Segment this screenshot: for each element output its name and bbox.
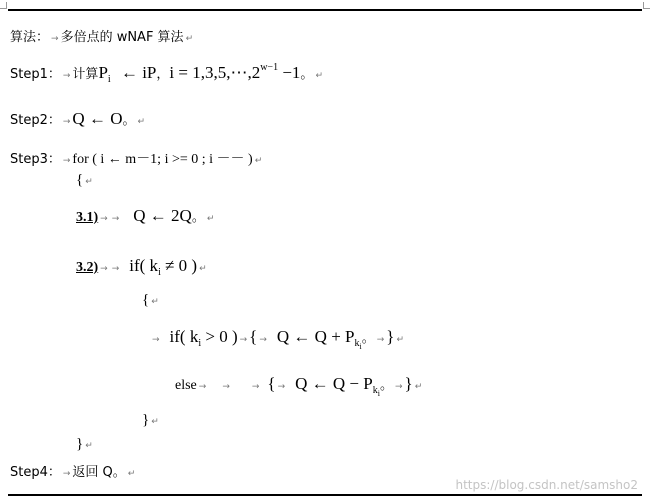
tab-arrow-mark: → bbox=[222, 382, 230, 392]
step4-label: Step4： bbox=[10, 465, 61, 480]
tab-arrow-mark: → bbox=[111, 264, 120, 274]
tab-arrow-mark: → bbox=[251, 382, 260, 392]
step1-range: $i = 1,3,5,\cdots,2^{w-1} -1$ bbox=[169, 62, 301, 82]
else-rbrace: } bbox=[404, 374, 413, 393]
watermark: https://blog.csdn.net/samsho2 bbox=[455, 478, 638, 492]
paragraph-mark: ↵ bbox=[315, 71, 323, 81]
paragraph-mark: ↵ bbox=[206, 214, 215, 224]
tab-arrow-mark: → bbox=[62, 71, 71, 81]
tab-arrow-mark: → bbox=[394, 382, 403, 392]
corner-mark-right bbox=[643, 2, 650, 9]
top-rule bbox=[8, 9, 642, 11]
tab-arrow-mark: → bbox=[100, 214, 108, 224]
step3-line bbox=[10, 148, 264, 168]
if-positive-rbrace: } bbox=[386, 327, 395, 346]
step2-label: Step2： bbox=[10, 113, 61, 128]
tab-arrow-mark: → bbox=[62, 156, 71, 166]
if-positive-end: 。 bbox=[361, 331, 375, 346]
title-content: 多倍点的 wNAF 算法 bbox=[60, 30, 184, 45]
paragraph-mark: ↵ bbox=[254, 156, 263, 166]
paragraph-mark: ↵ bbox=[396, 335, 405, 345]
tab-arrow-mark: → bbox=[152, 335, 160, 345]
step1-math: $P_i$ ← iP bbox=[98, 63, 157, 85]
tab-arrow-mark: → bbox=[239, 335, 248, 345]
step1-comma: ， bbox=[156, 67, 170, 82]
step2-expr: Q ← O bbox=[72, 109, 123, 128]
algorithm-title bbox=[10, 26, 195, 45]
bottom-rule bbox=[8, 494, 642, 496]
tab-arrow-mark: → bbox=[100, 264, 108, 274]
paragraph-mark: ↵ bbox=[137, 117, 146, 127]
step3-1-label: 3.1) bbox=[76, 210, 99, 225]
paragraph-mark: ↵ bbox=[185, 34, 194, 44]
else-expr: Q ← $Q - P_{ki}$ bbox=[295, 374, 380, 398]
if-positive-expr: Q ← $Q + P_{ki}$ bbox=[276, 327, 362, 351]
tab-arrow-mark: → bbox=[111, 214, 120, 224]
step4-line bbox=[10, 461, 137, 480]
step3-2-label: 3.2) bbox=[76, 260, 99, 275]
if-positive-lbrace: { bbox=[249, 327, 258, 346]
step1-label: Step1： bbox=[10, 67, 61, 82]
step1-end: 。 bbox=[300, 67, 314, 82]
step3-2-close-brace: } ↵ bbox=[142, 412, 159, 428]
step2-end: 。 bbox=[122, 113, 136, 128]
tab-arrow-mark: → bbox=[62, 469, 71, 479]
title-label: 算法： bbox=[10, 30, 50, 45]
if-positive-line bbox=[150, 327, 406, 351]
step3-2-condition: if( $k_i \ne 0$ ) bbox=[129, 256, 198, 278]
step2-line bbox=[10, 109, 147, 129]
step3-2-open-brace: { ↵ bbox=[142, 292, 159, 308]
else-line bbox=[175, 374, 424, 398]
else-end: 。 bbox=[379, 378, 393, 393]
tab-arrow-mark: → bbox=[198, 382, 207, 392]
step1-text: 计算 bbox=[72, 67, 99, 82]
tab-arrow-mark: → bbox=[376, 335, 385, 345]
tab-arrow-mark: → bbox=[259, 335, 267, 345]
paragraph-mark: ↵ bbox=[199, 264, 207, 274]
tab-arrow-mark: → bbox=[277, 382, 286, 392]
step3-1-end: 。 bbox=[191, 210, 205, 225]
paragraph-mark: ↵ bbox=[414, 382, 423, 392]
if-positive-condition: if( $k_i > 0$ ) bbox=[169, 327, 238, 349]
step1-line bbox=[10, 62, 325, 85]
step3-for-expr: for ( i ← m－1; i >= 0 ; i －－ ) bbox=[72, 152, 253, 167]
tab-arrow-mark: → bbox=[62, 117, 71, 127]
tab-arrow-mark: → bbox=[51, 34, 59, 44]
step3-1-line bbox=[76, 206, 216, 226]
corner-mark-left bbox=[0, 2, 7, 9]
paragraph-mark: ↵ bbox=[127, 469, 136, 479]
step3-label: Step3： bbox=[10, 152, 61, 167]
step3-open-brace: { ↵ bbox=[76, 172, 93, 188]
else-keyword: else bbox=[175, 378, 197, 393]
step3-1-expr: Q ← 2Q bbox=[133, 206, 192, 225]
step4-text: 返回 Q。 bbox=[72, 465, 126, 480]
else-lbrace: { bbox=[267, 374, 276, 393]
step3-close-brace: } ↵ bbox=[76, 436, 93, 452]
step3-2-line bbox=[76, 256, 209, 278]
